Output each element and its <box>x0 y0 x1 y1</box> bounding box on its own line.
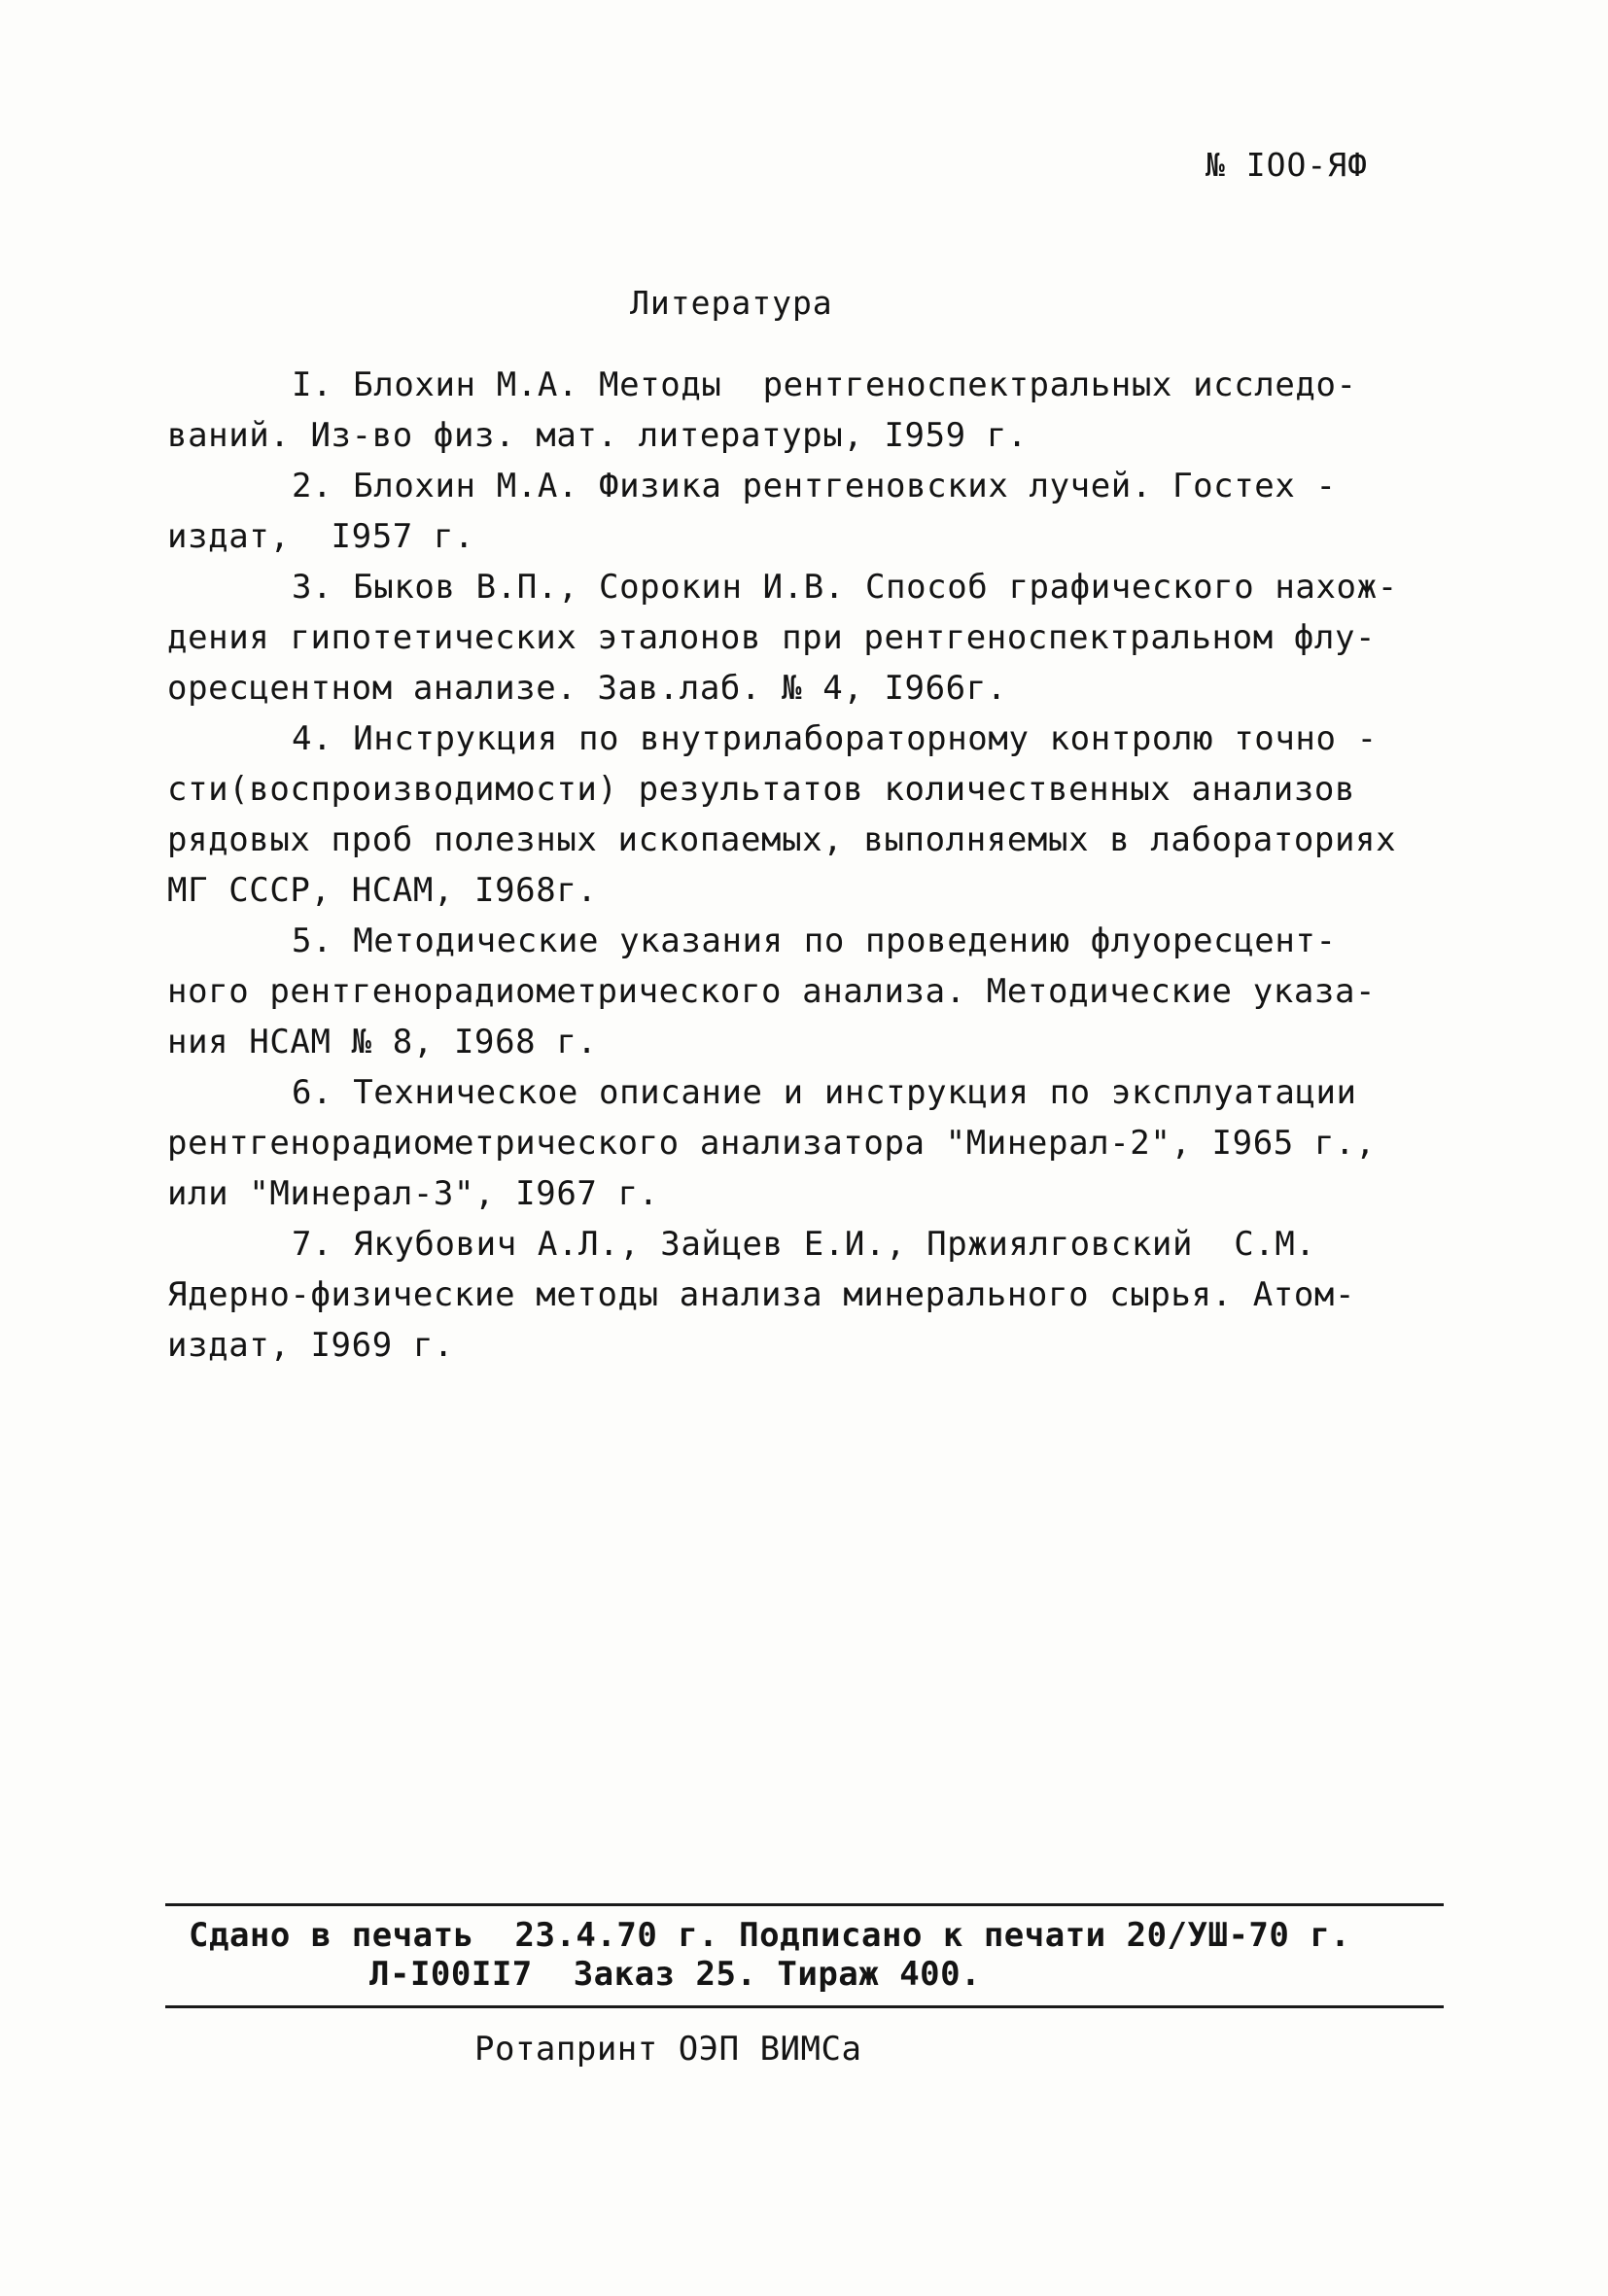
reference-line: 7. Якубович А.Л., Зайцев Е.И., Пржиялговский С.М. <box>292 1225 1316 1264</box>
imprint-print-dates: Сдано в печать 23.4.70 г. Подписано к печати 20/УШ-70 г. <box>189 1916 1351 1955</box>
imprint-bottom-rule <box>165 2005 1444 2008</box>
reference-line: ваний. Из-во физ. мат. литературы, I959 г. <box>167 416 1028 455</box>
reference-item-1 <box>167 360 1441 461</box>
reference-line: 5. Методические указания по проведению флуоресцент- <box>292 922 1337 960</box>
printer-credit: Ротапринт ОЭП ВИМСа <box>474 2030 862 2069</box>
reference-line: рентгенорадиометрического анализатора "Минерал-2", I965 г., <box>167 1124 1377 1163</box>
reference-line: сти(воспроизводимости) результатов количественных анализов <box>167 770 1356 809</box>
reference-line: 3. Быков В.П., Сорокин И.В. Способ графического нахож- <box>292 568 1398 607</box>
reference-item-4 <box>167 713 1441 916</box>
reference-line: ного рентгенорадиометрического анализа. Методические указа- <box>167 972 1377 1011</box>
imprint-block <box>165 1903 1444 2008</box>
reference-item-6 <box>167 1067 1441 1219</box>
imprint-order-info: Л-I00II7 Заказ 25. Тираж 400. <box>369 1955 982 1994</box>
reference-line: издат, I969 г. <box>167 1326 454 1365</box>
reference-line: ния НСАМ № 8, I968 г. <box>167 1023 598 1061</box>
reference-line: 4. Инструкция по внутрилабораторному контролю точно - <box>292 719 1378 758</box>
reference-line: оресцентном анализе. Зав.лаб. № 4, I966г. <box>167 669 1007 708</box>
reference-line: I. Блохин М.А. Методы рентгеноспектральных исследо- <box>292 365 1357 404</box>
reference-line: Ядерно-физические методы анализа минерального сырья. Атом- <box>167 1275 1356 1314</box>
reference-line: МГ СССР, НСАМ, I968г. <box>167 871 598 910</box>
reference-line: дения гипотетических эталонов при рентгеноспектральном флу- <box>167 618 1377 657</box>
reference-item-3 <box>167 562 1441 713</box>
section-heading: Литература <box>630 284 833 322</box>
reference-line: 2. Блохин М.А. Физика рентгеновских лучей. Гостех - <box>292 467 1337 505</box>
document-number: № IOO-ЯФ <box>1206 146 1368 184</box>
reference-item-7 <box>167 1219 1441 1371</box>
reference-item-5 <box>167 916 1441 1067</box>
reference-line: 6. Техническое описание и инструкция по эксплуатации <box>292 1073 1357 1112</box>
reference-list <box>167 360 1441 1371</box>
reference-line: или "Минерал-3", I967 г. <box>167 1174 659 1213</box>
reference-line: издат, I957 г. <box>167 517 475 556</box>
reference-line: рядовых проб полезных ископаемых, выполняемых в лабораториях <box>167 820 1397 859</box>
imprint-top-rule <box>165 1903 1444 1906</box>
reference-item-2 <box>167 461 1441 562</box>
